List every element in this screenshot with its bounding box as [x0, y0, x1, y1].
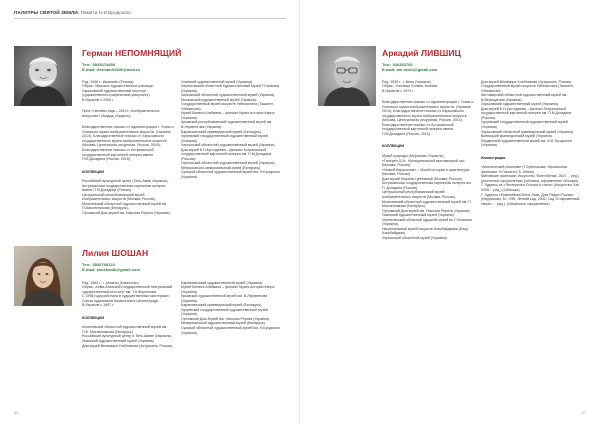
phone: Тел.: 026453792 — [382, 62, 413, 67]
email-link[interactable]: E-mail: ark.livshi@gmail.com — [382, 67, 438, 73]
collections-list: Могилевский областной художественный музей им. П.В. Масленникова (Беларусь). Российский культурный центр в Тель-Авиве (Израиль). Уманский художественный музей (Украина). Дом-музей Велимира Хлебникова (Астрахань, Россия). — [82, 325, 174, 348]
collections-heading: КОЛЛЕКЦИИ — [82, 315, 105, 320]
collections-column-nepomnyashchiy — [181, 75, 281, 187]
page-number-right: 67 — [581, 410, 586, 415]
collections-column-shoshan — [181, 276, 281, 342]
collections-list: Дом-музей Велимира Хлебникова (Астрахань, Россия). Государственный музей искусств Узбекистана (Ташкент, Узбекистан). Житомирский областной художественный музей им. В.Верещагина (Украина). Харьковский художественный музей (Украина). Дом-музей Б.Н.Кустодиева – филиал Астраханской государственной картинной галереи им. П.М.Догадина (Россия). Чугуевский государственный художественный музей (Украина). Харьковский областной краеведческий музей (Украина). Винницкий краеведческий музей (Украина). Бердянский художественный музей им. И.И. Бродского (Украина). — [481, 79, 575, 148]
header-rule — [14, 18, 286, 19]
bio-paragraph: Приз «Человек года – 2014», Изобразительное искусство» (Ашдод, Израиль). — [82, 109, 160, 118]
collections-list: Музей природы (Мергалим, Израиль). «Галерея Л-3», Муниципальный выставочный зал (Москва, Россия). «Новый Иерусалим» – Музей истории и архитектуры (Москва, Россия). Дом-музей Марины Цветаевой (Москва, Россия). Астраханская государственная картинная галерея им. П. Догадина (Россия). Центральный республиканский музей изобразительных искусств (Москва, Россия). Могилевский областной художественный музей им. П. Масленникова (Беларусь). Орловский Дом-музей им. Николая Рериха (Украина). Уманский художественный музей (Украина). Чернигівський обласний художній музей ім. Г.Галагана (Украина). Национальный музей искусств Азербайджана (Баку, Азербайджан). Черкасский областной музей (Украина). — [382, 154, 472, 240]
bio-paragraph: Род. 1939 г., г. Вена (Украина). Образ.: Училище Бллюм, Москва. В Израиле с 1974 г. — [382, 79, 438, 93]
page-number-left: 66 — [14, 410, 19, 415]
bio-paragraph: Благодарственное письмо от Администрации г. Ухань и Уханского музея изобразительных искусств. (Украина, 2014); Благодарственное письмо от Харьковского государственного музея изобразительных искусств (Москва, Центральная ресурсная, Россия, 2014); Благодарственное письмо от Астраханской государственной картинной галереи имени П.М.Догадина (Россия, 2015). — [382, 100, 474, 136]
last-name: ЛИВШИЦ — [420, 48, 462, 58]
artist-name-livshits — [382, 49, 461, 58]
collections-heading: КОЛЛЕКЦИИ — [382, 144, 405, 149]
phone: Тел.: 0545708123 — [82, 262, 115, 267]
artist-name-nepomnyashchiy — [82, 49, 181, 58]
bio-column-nepomnyashchiy — [82, 75, 174, 222]
collections-column-livshits — [481, 75, 585, 213]
portrait-photo-shoshan — [14, 246, 72, 306]
last-name: ШОШАН — [111, 248, 149, 258]
collections-list: Уханский художественный музей (Украина). Черниговский областной художественный музей Г.Галагана (Украина). Черкасский областной художественный музей (Украина). Московский художественный музей (Украина). Государственный музей искусств Узбекистана (Ташкент, Узбекистан). Музей Валеса Апейкина – филиал Музея истории Кипра (Украина). Крымский республиканский художественный музей им. В.Лерментова (Украина). Барановичский краеведческий музей (Беларусь). Чугуевский государственный художественный музей (Украина). Херсонский областной художественный музей (Украина). Дом-музей Б.Н.Кустодиева – филиал Астраханской государственной картинной галереи им. П.М.Догадина (Россия). Херсонский областной художественный музей (Украина). Мемориально-мемориальный музей (Беларусь). Сумской областной художественный музей им. Н.Бродского (Украина). — [181, 79, 281, 180]
bio-column-livshits — [382, 75, 474, 247]
email-link[interactable]: E-mail: Germanh1946@mail.ru — [82, 67, 140, 73]
contact-livshits — [382, 62, 437, 73]
illustrations-heading: Иллюстрации — [481, 155, 506, 160]
right-page — [300, 0, 600, 424]
contact-nepomnyashchiy — [82, 62, 140, 73]
illustrations-list: «Мистический реализм» (Т.Зубенькова, Зеркальные фантазии; Н.Палатин; А. Левин). Миповские фантазии; Искусство; Фантобелия, 2007… ред.) (различное оформление) (обложка, оформление обложки). Г. Зуденко из «Эзотеричен-Поэзия и стихи» (Искусство; Кат. 2008… ред.) (Обложка). Г. Зуденко «Еумелейска Моня Лиза, Дом Радуги Пылки» (Иерусалим, М.: ЗЭК; Летний сад, 2000; Сад «Сокровенный тверь»… ред.). (Начальное оформление). — [481, 165, 580, 206]
portrait-photo-nepomnyashchiy — [14, 46, 72, 106]
collections-heading: КОЛЛЕКЦИИ — [82, 169, 105, 174]
last-name: НЕПОМНЯЩИЙ — [114, 48, 182, 58]
bio-paragraph: Род. 1946 г., Ишимово (Россия). Образ.: Минское художественное училище; Харьковский художественный институт (художественно-графический факультет). В Израиле с 2000 г. — [82, 79, 154, 102]
first-name: Аркадий — [382, 48, 419, 58]
dedication: Памяти Н.И.Бродского — [80, 10, 131, 15]
collections-list: Российский культурный центр (Тель-Авив, Израиль). Астраханская государственная картинная галерея имени П.М.Догадина (Россия). Центральный республиканский музей изобразительных искусств (Москва, Россия). Могилевский областной художественный музей им. П.Масленникова (Беларусь). Орловский Дом-музей им. Николая Рериха (Украина). — [82, 179, 171, 215]
bio-paragraph: Род. 1964 г., г. Алматы (Казахстан). Образ.: Алма-Атинский государственный театральный художественный институт им. Т.К.Жургенова. С 1998 года работала в художественных мастерских Союза художников Казахстана в Целинограде. В Израиле с 1997 г. — [82, 280, 173, 308]
collections-list: Барановичский художественный музей (Украина). Музей Валеса Апейкина – филиал Музея истории Кипра (Украина). Крымский художественный музей им. В.Лерментова (Украина). Барановичский краеведческий музей (Беларусь). Чугуевский государственный художественный музей (Украина). Орловский Дом-Музей им. Николая Рериха (Украина). Мемориальный художественный музей (Беларусь). Сумской областной художественный музей им. Н.Бродского (Украина). — [181, 280, 281, 335]
artist-name-shoshan — [82, 249, 148, 258]
first-name: Герман — [82, 48, 113, 58]
first-name: Лилия — [82, 248, 110, 258]
phone: Тел.: 0545474458 — [82, 62, 115, 67]
running-head — [14, 10, 131, 15]
bio-column-shoshan — [82, 276, 174, 355]
email-link[interactable]: E-mail: shoshanlk@gmail.com — [82, 267, 140, 273]
series-title: ПАЛИТРЫ СВЯТОЙ ЗЕМЛИ. — [14, 10, 80, 15]
bio-paragraph: Благодарственное письмо от Администрации г. Ухань и Уханского музея изобразительных искусств. (Украина, 2014); Благодарственное письмо от Харьковского государственного музея изобразительных искусств (Москва, Центрльная ресурсная, Россия, 2015); Благодарственное письмо от Астраханской государственной картинной галереи имени П.М.Догадина (Россия, 2015). — [82, 125, 174, 162]
portrait-photo-livshits — [318, 46, 376, 106]
contact-shoshan — [82, 262, 140, 273]
